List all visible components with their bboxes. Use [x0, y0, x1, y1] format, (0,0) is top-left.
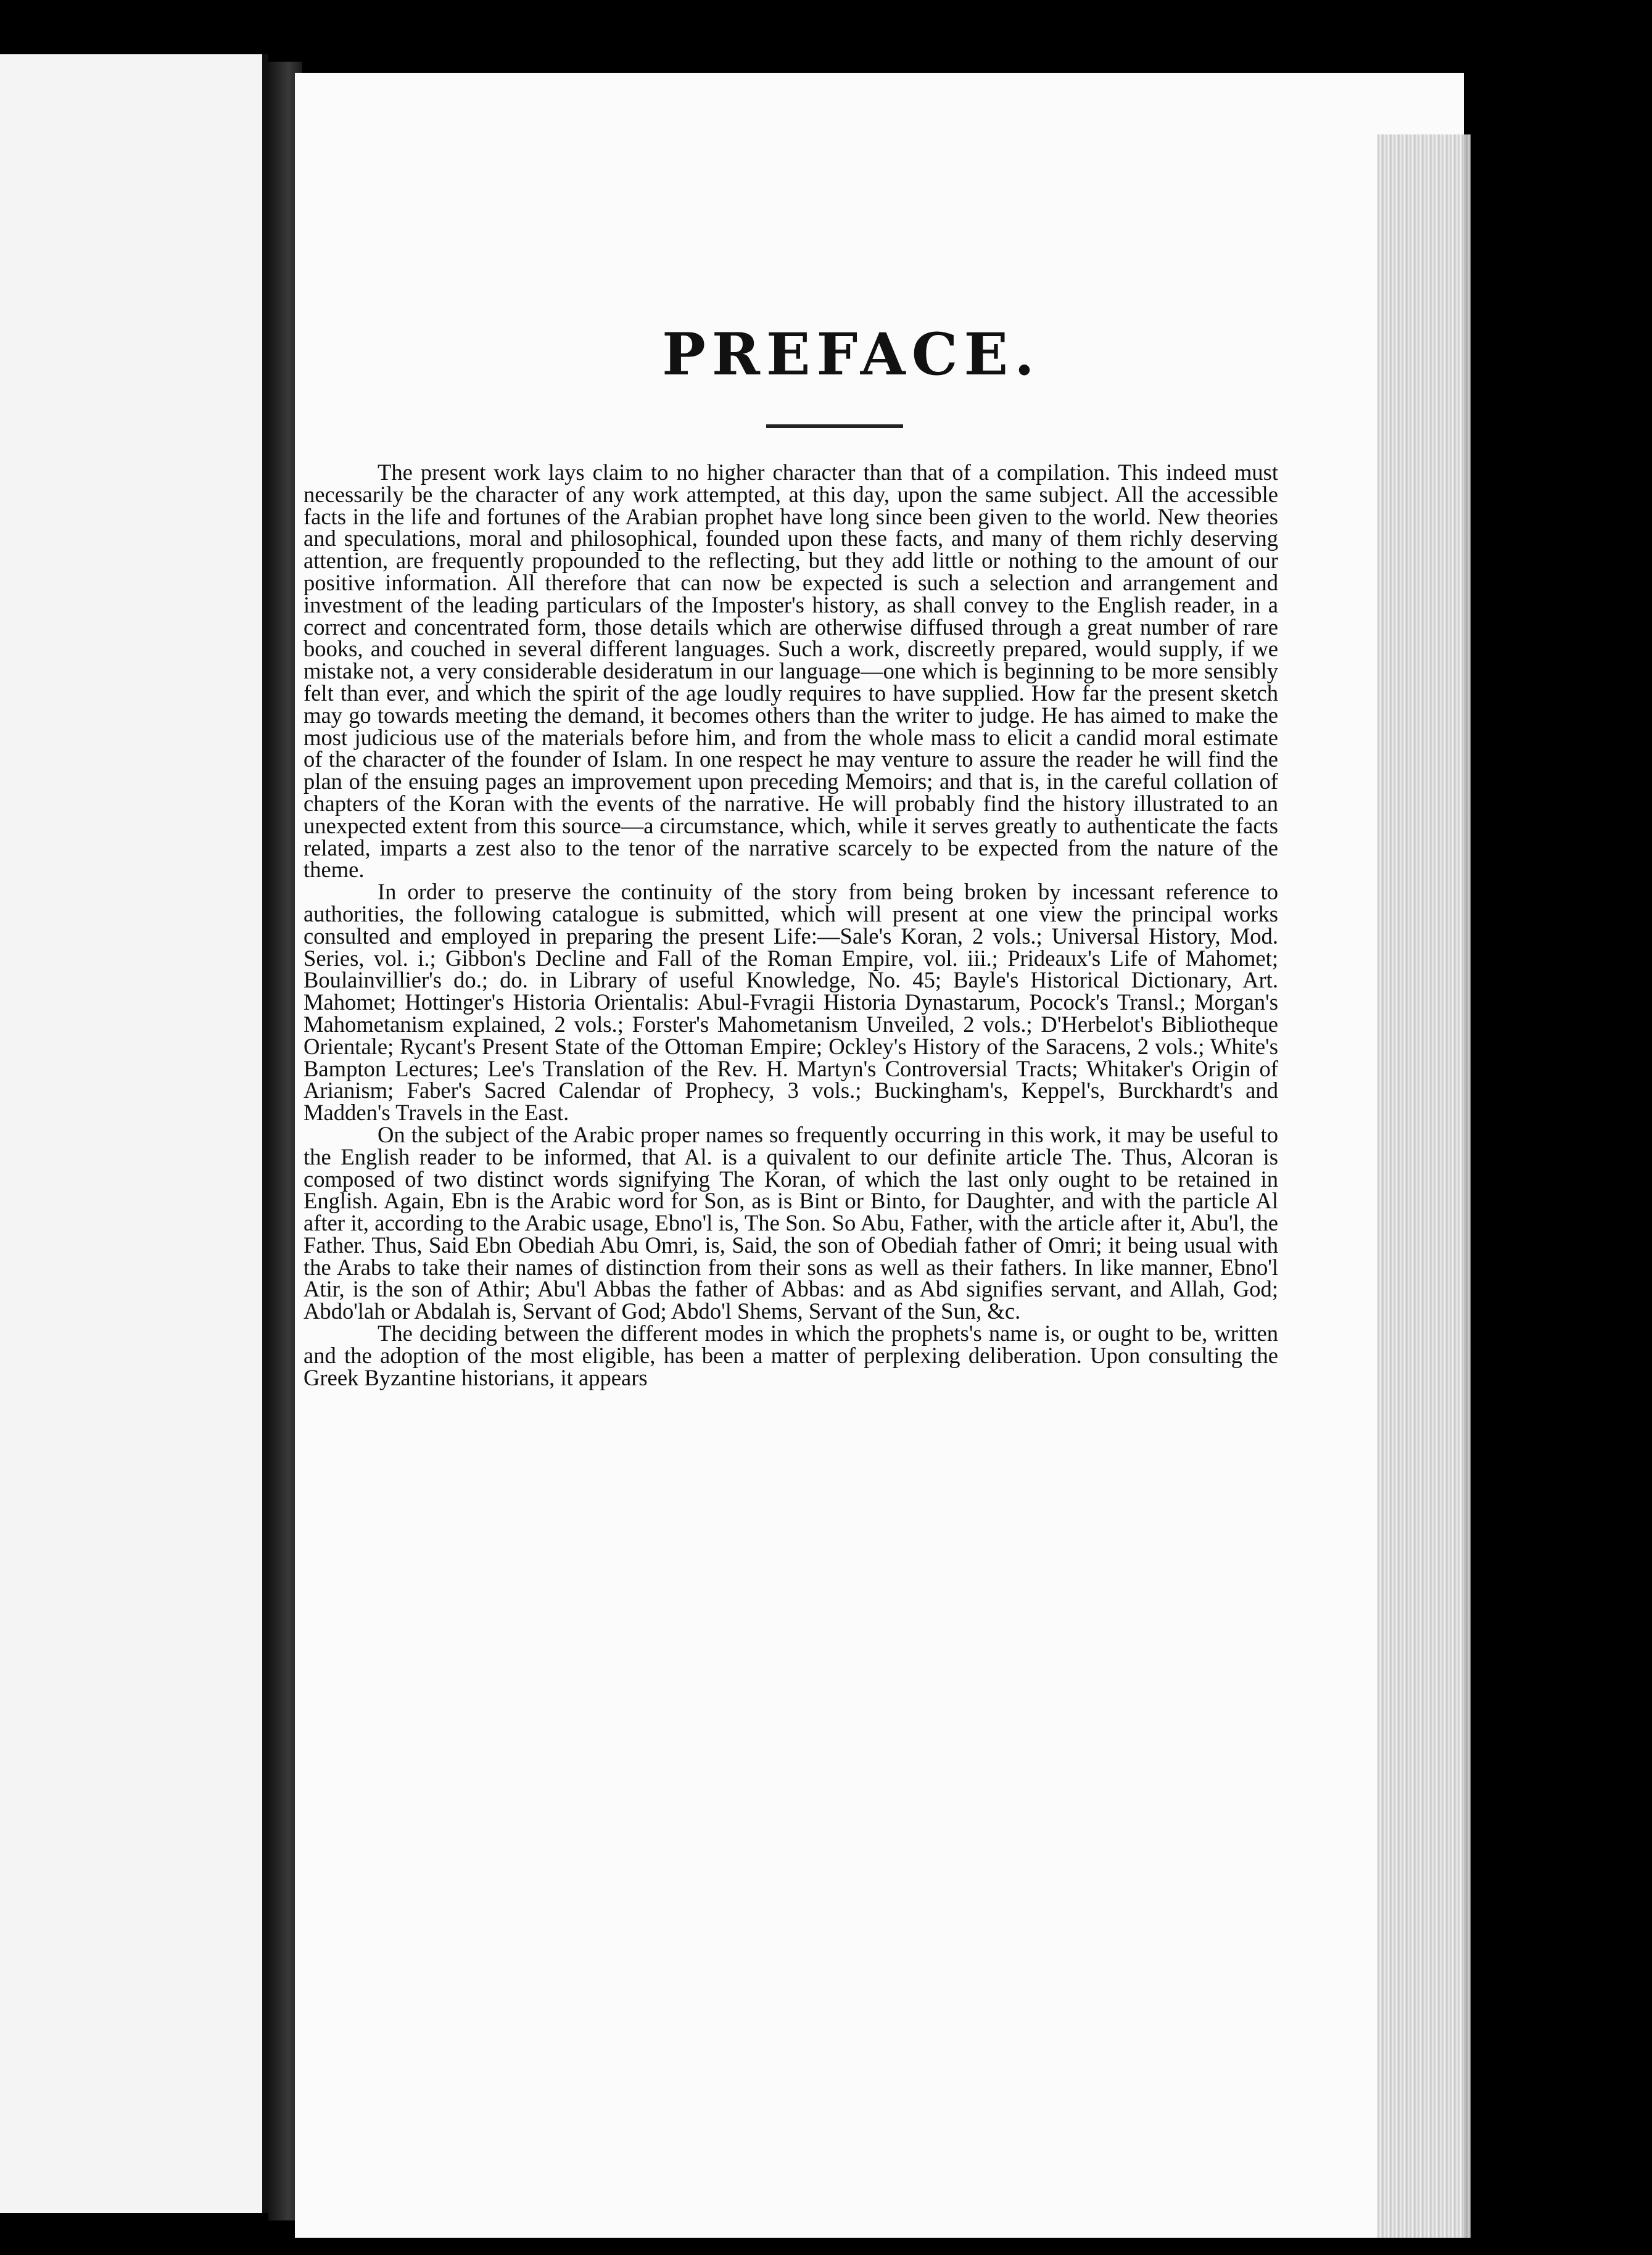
- title-rule: [766, 424, 903, 428]
- paragraph-2: In order to preserve the continuity of the story from being broken by incessant reference to authorities, the following catalogue is submitted, which will present at one view the principal works consulted and employed in preparing the present Life:—Sale's Koran, 2 vols.; Universal History, Mod. Series, vol. i.; Gibbon's Decline and Fall of the Roman Empire, vol. iii.; Prideaux's Life of Mahomet; Boulainvillier's do.; do. in Library of useful Knowledge, No. 45; Bayle's Historical Dictionary, Art. Mahomet; Hottinger's Historia Orientalis: Abul-Fvragii Historia Dynastarum, Pocock's Transl.; Morgan's Mahometanism explained, 2 vols.; Forster's Mahometanism Unveiled, 2 vols.; D'Herbelot's Bibliotheque Orientale; Rycant's Present State of the Ottoman Empire; Ockley's History of the Saracens, 2 vols.; White's Bampton Lectures; Lee's Translation of the Rev. H. Martyn's Controversial Tracts; Whitaker's Origin of Arianism; Faber's Sacred Calendar of Prophecy, 3 vols.; Buckingham's, Keppel's, Burckhardt's and Madden's Travels in the East.: [304, 879, 1278, 1126]
- paragraph-4: The deciding between the different modes in which the prophets's name is, or ought to be, written and the adoption of the most eligible, has been a matter of perplexing deliberation. Upon consulting the Greek Byzantine historians, it appears: [304, 1321, 1278, 1390]
- page-fore-edge: [1377, 134, 1471, 2238]
- facing-blank-page: [0, 54, 268, 2213]
- paragraph-1: The present work lays claim to no higher character than that of a compilation. This indeed must necessarily be the character of any work attempted, at this day, upon the same subject. All the accessible facts in the life and fortunes of the Arabian prophet have long since been given to the world. New theories and speculations, moral and philosophical, founded upon these facts, and many of them richly deserving attention, are frequently propounded to the reflecting, but they add little or nothing to the amount of our positive information. All therefore that can now be expected is such a selection and arrangement and investment of the leading particulars of the Imposter's history, as shall convey to the English reader, in a correct and concentrated form, those details which are otherwise diffused through a great number of rare books, and couched in several different languages. Such a work, discreetly prepared, would supply, if we mistake not, a very considerable desideratum in our language—one which is beginning to be more sensibly felt than ever, and which the spirit of the age loudly requires to have supplied. How far the present sketch may go towards meeting the demand, it becomes others than the writer to judge. He has aimed to make the most judicious use of the materials before him, and from the whole mass to elicit a candid moral estimate of the character of the founder of Islam. In one respect he may venture to assure the reader he will find the plan of the ensuing pages an improvement upon preceding Memoirs; and that is, in the careful collation of chapters of the Koran with the events of the narrative. He will probably find the history illustrated to an unexpected extent from this source—a circumstance, which, while it serves greatly to authenticate the facts related, imparts a zest also to the tenor of the narrative scarcely to be expected from the nature of the theme.: [304, 460, 1278, 883]
- page-title: PREFACE.: [662, 321, 1041, 389]
- paragraph-3: On the subject of the Arabic proper names so frequently occurring in this work, it may be useful to the English reader to be informed, that Al. is a quivalent to our definite article The. Thus, Alcoran is composed of two distinct words signifying The Koran, of which the last only ought to be retained in English. Again, Ebn is the Arabic word for Son, as is Bint or Binto, for Daughter, and with the particle Al after it, according to the Arabic usage, Ebno'l is, The Son. So Abu, Father, with the article after it, Abu'l, the Father. Thus, Said Ebn Obediah Abu Omri, is, Said, the son of Obediah father of Omri; it being usual with the Arabs to take their names of distinction from their sons as well as their fathers. In like manner, Ebno'l Atir, is the son of Athir; Abu'l Abbas the father of Abbas: and as Abd signifies servant, and Allah, God; Abdo'lah or Abdalah is, Servant of God; Abdo'l Shems, Servant of the Sun, &c.: [304, 1121, 1278, 1324]
- preface-body: [304, 461, 1278, 1388]
